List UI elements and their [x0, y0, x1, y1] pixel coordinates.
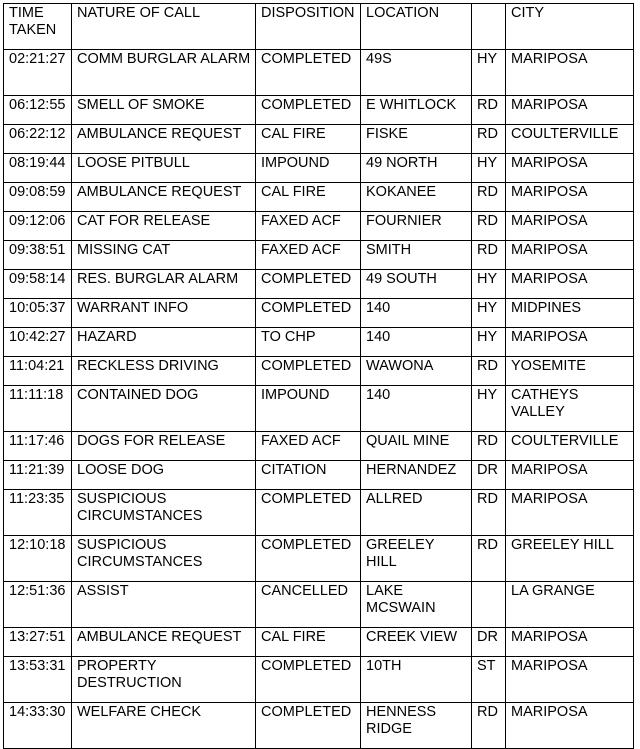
location-cell: FISKE [361, 125, 472, 154]
nature-cell: AMBULANCE REQUEST [72, 125, 256, 154]
city-cell: LA GRANGE [506, 582, 634, 628]
nature-cell: HAZARD [72, 328, 256, 357]
disposition-cell: CAL FIRE [256, 125, 361, 154]
location-cell: FOURNIER [361, 212, 472, 241]
street-type-cell: RD [472, 125, 506, 154]
time-cell: 10:42:27 [4, 328, 72, 357]
location-cell: 140 [361, 386, 472, 432]
street-type-cell [472, 582, 506, 628]
street-type-cell: HY [472, 328, 506, 357]
location-cell: E WHITLOCK [361, 96, 472, 125]
location-cell: SMITH [361, 241, 472, 270]
time-cell: 09:38:51 [4, 241, 72, 270]
street-type-cell: HY [472, 386, 506, 432]
nature-cell: AMBULANCE REQUEST [72, 628, 256, 657]
street-type-cell: RD [472, 536, 506, 582]
table-row [4, 299, 634, 328]
street-type-cell: RD [472, 703, 506, 749]
disposition-cell: CANCELLED [256, 582, 361, 628]
disposition-cell: COMPLETED [256, 357, 361, 386]
table-row [4, 125, 634, 154]
city-cell: MARIPOSA [506, 461, 634, 490]
location-cell: KOKANEE [361, 183, 472, 212]
time-cell: 11:17:46 [4, 432, 72, 461]
disposition-cell: TO CHP [256, 328, 361, 357]
table-row [4, 461, 634, 490]
disposition-cell: CAL FIRE [256, 183, 361, 212]
time-cell: 11:11:18 [4, 386, 72, 432]
time-cell: 10:05:37 [4, 299, 72, 328]
table-row [4, 212, 634, 241]
nature-cell: LOOSE DOG [72, 461, 256, 490]
city-cell: MIDPINES [506, 299, 634, 328]
nature-cell: SMELL OF SMOKE [72, 96, 256, 125]
nature-cell: RES. BURGLAR ALARM [72, 270, 256, 299]
disposition-cell: COMPLETED [256, 96, 361, 125]
nature-cell: MISSING CAT [72, 241, 256, 270]
table-row [4, 241, 634, 270]
header-cell-city: CITY [506, 4, 634, 50]
street-type-cell: HY [472, 50, 506, 96]
location-cell: LAKE MCSWAIN [361, 582, 472, 628]
time-cell: 09:12:06 [4, 212, 72, 241]
street-type-cell: RD [472, 96, 506, 125]
location-cell: WAWONA [361, 357, 472, 386]
time-cell: 11:21:39 [4, 461, 72, 490]
table-row [4, 183, 634, 212]
disposition-cell: IMPOUND [256, 154, 361, 183]
disposition-cell: COMPLETED [256, 299, 361, 328]
nature-cell: SUSPICIOUS CIRCUMSTANCES [72, 536, 256, 582]
header-cell-street-type [472, 4, 506, 50]
disposition-cell: COMPLETED [256, 703, 361, 749]
city-cell: MARIPOSA [506, 50, 634, 96]
location-cell: 140 [361, 299, 472, 328]
city-cell: GREELEY HILL [506, 536, 634, 582]
nature-cell: CONTAINED DOG [72, 386, 256, 432]
table-row [4, 154, 634, 183]
table-row [4, 50, 634, 96]
table-row [4, 490, 634, 536]
location-cell: 49 SOUTH [361, 270, 472, 299]
disposition-cell: FAXED ACF [256, 241, 361, 270]
location-cell: CREEK VIEW [361, 628, 472, 657]
street-type-cell: RD [472, 357, 506, 386]
street-type-cell: RD [472, 183, 506, 212]
time-cell: 02:21:27 [4, 50, 72, 96]
table-row [4, 628, 634, 657]
street-type-cell: RD [472, 490, 506, 536]
street-type-cell: RD [472, 241, 506, 270]
disposition-cell: COMPLETED [256, 50, 361, 96]
header-cell-time-taken: TIME TAKEN [4, 4, 72, 50]
location-cell: ALLRED [361, 490, 472, 536]
table-row [4, 270, 634, 299]
disposition-cell: COMPLETED [256, 270, 361, 299]
location-cell: 49S [361, 50, 472, 96]
time-cell: 09:08:59 [4, 183, 72, 212]
nature-cell: ASSIST [72, 582, 256, 628]
street-type-cell: ST [472, 657, 506, 703]
street-type-cell: DR [472, 628, 506, 657]
table-row [4, 703, 634, 749]
street-type-cell: HY [472, 270, 506, 299]
city-cell: MARIPOSA [506, 328, 634, 357]
city-cell: MARIPOSA [506, 628, 634, 657]
city-cell: MARIPOSA [506, 183, 634, 212]
location-cell: HERNANDEZ [361, 461, 472, 490]
time-cell: 06:22:12 [4, 125, 72, 154]
city-cell: MARIPOSA [506, 270, 634, 299]
city-cell: YOSEMITE [506, 357, 634, 386]
city-cell: COULTERVILLE [506, 125, 634, 154]
header-cell-disposition: DISPOSITION [256, 4, 361, 50]
street-type-cell: RD [472, 212, 506, 241]
disposition-cell: FAXED ACF [256, 212, 361, 241]
nature-cell: DOGS FOR RELEASE [72, 432, 256, 461]
nature-cell: WARRANT INFO [72, 299, 256, 328]
location-cell: QUAIL MINE [361, 432, 472, 461]
header-cell-nature-of-call: NATURE OF CALL [72, 4, 256, 50]
time-cell: 14:33:30 [4, 703, 72, 749]
city-cell: MARIPOSA [506, 657, 634, 703]
nature-cell: AMBULANCE REQUEST [72, 183, 256, 212]
time-cell: 11:04:21 [4, 357, 72, 386]
time-cell: 12:51:36 [4, 582, 72, 628]
location-cell: 10TH [361, 657, 472, 703]
nature-cell: SUSPICIOUS CIRCUMSTANCES [72, 490, 256, 536]
header-cell-location: LOCATION [361, 4, 472, 50]
street-type-cell: RD [472, 432, 506, 461]
disposition-cell: FAXED ACF [256, 432, 361, 461]
street-type-cell: DR [472, 461, 506, 490]
call-log-body [4, 4, 634, 749]
city-cell: MARIPOSA [506, 490, 634, 536]
table-row [4, 357, 634, 386]
disposition-cell: CITATION [256, 461, 361, 490]
city-cell: MARIPOSA [506, 241, 634, 270]
location-cell: HENNESS RIDGE [361, 703, 472, 749]
nature-cell: RECKLESS DRIVING [72, 357, 256, 386]
city-cell: MARIPOSA [506, 154, 634, 183]
time-cell: 06:12:55 [4, 96, 72, 125]
disposition-cell: COMPLETED [256, 536, 361, 582]
table-row [4, 657, 634, 703]
disposition-cell: COMPLETED [256, 490, 361, 536]
nature-cell: LOOSE PITBULL [72, 154, 256, 183]
header-row [4, 4, 634, 50]
street-type-cell: HY [472, 299, 506, 328]
city-cell: MARIPOSA [506, 212, 634, 241]
table-row [4, 96, 634, 125]
nature-cell: WELFARE CHECK [72, 703, 256, 749]
time-cell: 08:19:44 [4, 154, 72, 183]
nature-cell: PROPERTY DESTRUCTION [72, 657, 256, 703]
time-cell: 13:53:31 [4, 657, 72, 703]
time-cell: 13:27:51 [4, 628, 72, 657]
city-cell: CATHEYS VALLEY [506, 386, 634, 432]
time-cell: 11:23:35 [4, 490, 72, 536]
table-row [4, 582, 634, 628]
table-row [4, 328, 634, 357]
disposition-cell: COMPLETED [256, 657, 361, 703]
disposition-cell: IMPOUND [256, 386, 361, 432]
call-log-table [3, 3, 634, 749]
city-cell: MARIPOSA [506, 703, 634, 749]
street-type-cell: HY [472, 154, 506, 183]
time-cell: 09:58:14 [4, 270, 72, 299]
location-cell: 140 [361, 328, 472, 357]
table-row [4, 386, 634, 432]
city-cell: MARIPOSA [506, 96, 634, 125]
nature-cell: COMM BURGLAR ALARM [72, 50, 256, 96]
table-row [4, 536, 634, 582]
nature-cell: CAT FOR RELEASE [72, 212, 256, 241]
city-cell: COULTERVILLE [506, 432, 634, 461]
location-cell: 49 NORTH [361, 154, 472, 183]
table-row [4, 432, 634, 461]
time-cell: 12:10:18 [4, 536, 72, 582]
disposition-cell: CAL FIRE [256, 628, 361, 657]
location-cell: GREELEY HILL [361, 536, 472, 582]
